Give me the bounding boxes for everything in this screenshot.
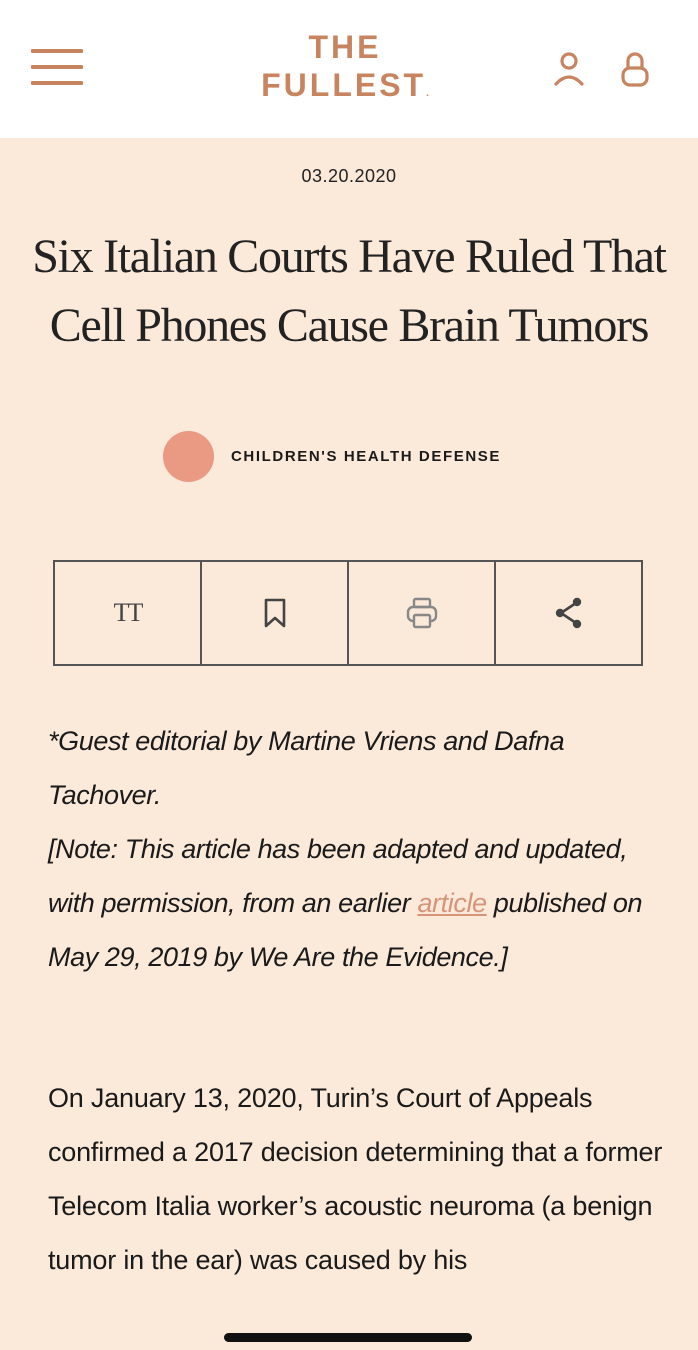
site-logo[interactable] [230,28,460,113]
article-toolbar [53,560,643,666]
editorial-note [48,822,658,984]
text-size-label: TT [113,598,142,627]
note-text-start: [Note: This article has been adapted and updated, with permission, from an earlier [48,834,628,918]
text-size-icon [114,598,142,628]
article-link[interactable]: article [417,888,487,918]
logo-word: FULLEST [261,67,427,103]
bookmark-button[interactable] [202,562,349,664]
guest-editorial-note [48,714,658,984]
logo-line-2 [230,66,460,113]
print-icon [405,596,439,630]
home-indicator[interactable] [224,1333,472,1342]
article-body [48,1071,668,1287]
logo-mark: . [426,88,429,99]
logo-line-1: THE [308,29,382,65]
text-size-button[interactable] [55,562,202,664]
print-button[interactable] [349,562,496,664]
lock-icon[interactable] [618,50,652,90]
share-button[interactable] [496,562,641,664]
share-icon [553,596,585,630]
menu-icon[interactable] [31,49,83,85]
author-name[interactable]: CHILDREN'S HEALTH DEFENSE [231,448,501,465]
author-avatar [163,431,214,482]
user-icon[interactable] [552,50,586,90]
site-header [0,0,698,138]
bookmark-icon [262,597,288,629]
article-date: 03.20.2020 [301,166,397,186]
author-row[interactable] [163,431,583,483]
body-paragraph: On January 13, 2020, Turin’s Court of Appeals confirmed a 2017 decision determining that a former Telecom Italia worker’s acoustic neuroma (a benign tumor in the ear) was caused by his [48,1083,663,1275]
article-title: Six Italian Courts Have Ruled That Cell Phones Cause Brain Tumors [32,230,666,352]
editorial-byline: *Guest editorial by Martine Vriens and Dafna Tachover. [48,726,565,810]
note-text-end: published on May 29, 2019 by We Are the Evidence.] [48,888,643,972]
